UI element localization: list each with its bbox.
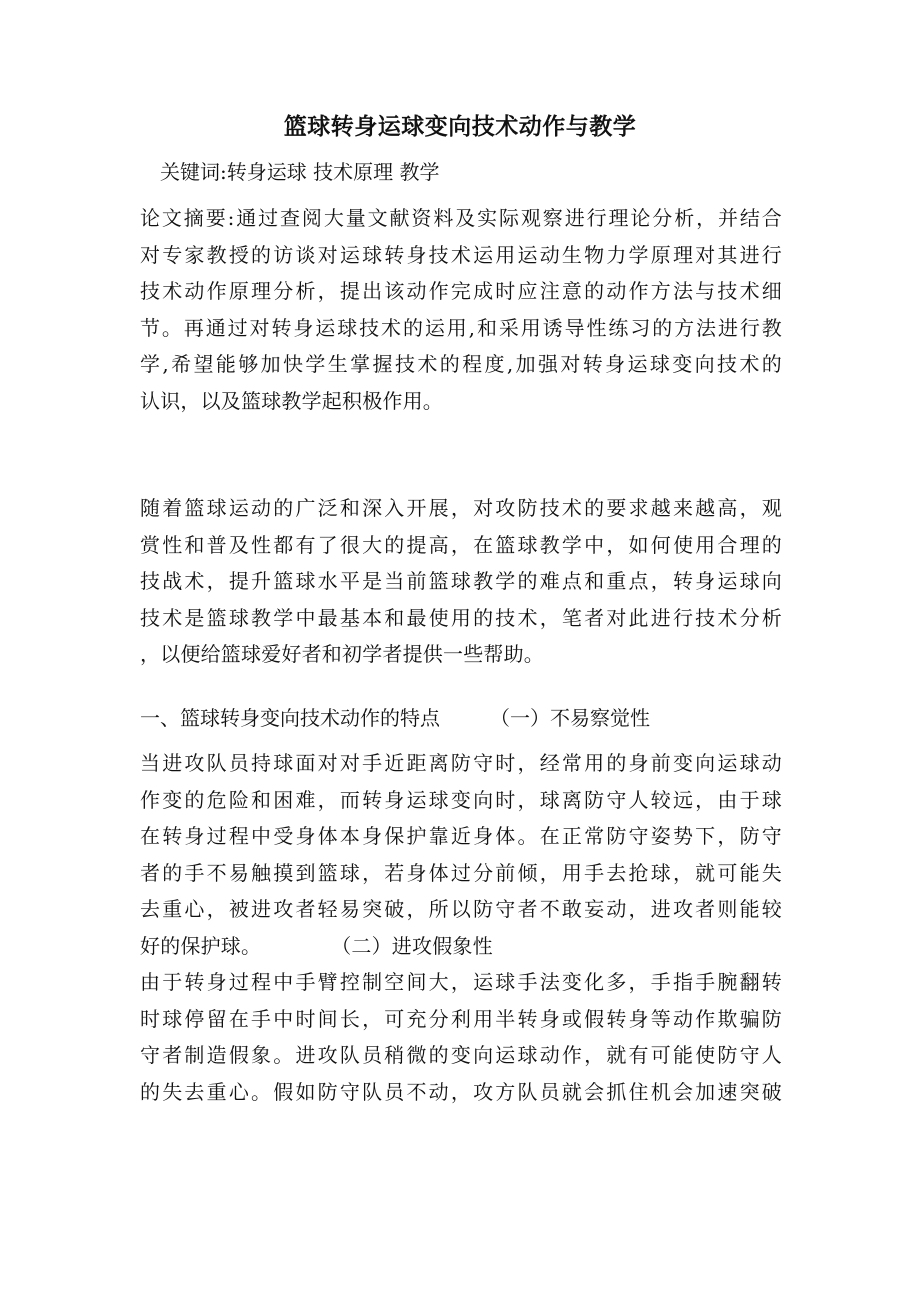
keywords-line: 关键词:转身运球 技术原理 教学 <box>160 160 440 184</box>
subsection1-heading: （一）不易察觉性 <box>490 706 650 730</box>
intro-paragraph <box>140 490 782 673</box>
body-line: 在转身过程中受身体本身保护靠近身体。在正常防守姿势下，防守 <box>140 824 782 848</box>
body-line: 作变的危险和困难，而转身运球变向时，球离防守人较远，由于球 <box>140 787 782 812</box>
intro-line: 技术是篮球教学中最基本和最使用的技术，笔者对此进行技术分析 <box>140 605 782 630</box>
abstract-paragraph <box>140 200 782 419</box>
body-line-with-subheading <box>140 928 782 965</box>
subsection2-heading: （二）进攻假象性 <box>331 933 493 958</box>
intro-line: 赏性和普及性都有了很大的提高，在篮球教学中，如何使用合理的 <box>140 532 782 557</box>
body-line: 去重心，被进攻者轻易突破，所以防守者不敢妄动，进攻者则能较 <box>140 897 782 921</box>
body-line: 时球停留在手中时间长，可充分利用半转身或假转身等动作欺骗防 <box>140 1006 782 1031</box>
intro-line: ，以便给篮球爱好者和初学者提供一些帮助。 <box>140 642 544 666</box>
body-line: 者的手不易触摸到篮球，若身体过分前倾，用手去抢球，就可能失 <box>140 860 782 885</box>
intro-line: 技战术，提升篮球水平是当前篮球教学的难点和重点，转身运球向 <box>140 569 782 593</box>
body-line-end: 好的保护球。 <box>140 933 262 958</box>
document-title: 篮球转身运球变向技术动作与教学 <box>283 113 637 140</box>
body-line: 由于转身过程中手臂控制空间大，运球手法变化多，手指手腕翻转 <box>140 970 782 994</box>
section1-heading: 一、篮球转身变向技术动作的特点 <box>140 706 440 730</box>
abstract-line: 论文摘要:通过查阅大量文献资料及实际观察进行理论分析，并结合 <box>140 206 782 230</box>
abstract-line: 对专家教授的访谈对运球转身技术运用运动生物力学原理对其进行 <box>140 242 782 267</box>
section-heading-row <box>140 700 650 736</box>
subsection2-paragraph <box>140 964 782 1110</box>
subsection1-paragraph <box>140 745 782 964</box>
body-line: 当进攻队员持球面对对手近距离防守时，经常用的身前变向运球动 <box>140 751 782 775</box>
abstract-line: 学,希望能够加快学生掌握技术的程度,加强对转身运球变向技术的 <box>140 352 782 376</box>
body-line: 的失去重心。假如防守队员不动，攻方队员就会抓住机会加速突破 <box>140 1079 782 1104</box>
body-line: 守者制造假象。进攻队员稍微的变向运球动作，就有可能使防守人 <box>140 1043 782 1067</box>
intro-line: 随着篮球运动的广泛和深入开展，对攻防技术的要求越来越高，观 <box>140 496 782 520</box>
abstract-line: 认识，以及篮球教学起积极作用。 <box>140 388 443 413</box>
abstract-line: 技术动作原理分析，提出该动作完成时应注意的动作方法与技术细 <box>140 279 782 303</box>
abstract-line: 节。再通过对转身运球技术的运用,和采用诱导性练习的方法进行教 <box>140 315 782 340</box>
